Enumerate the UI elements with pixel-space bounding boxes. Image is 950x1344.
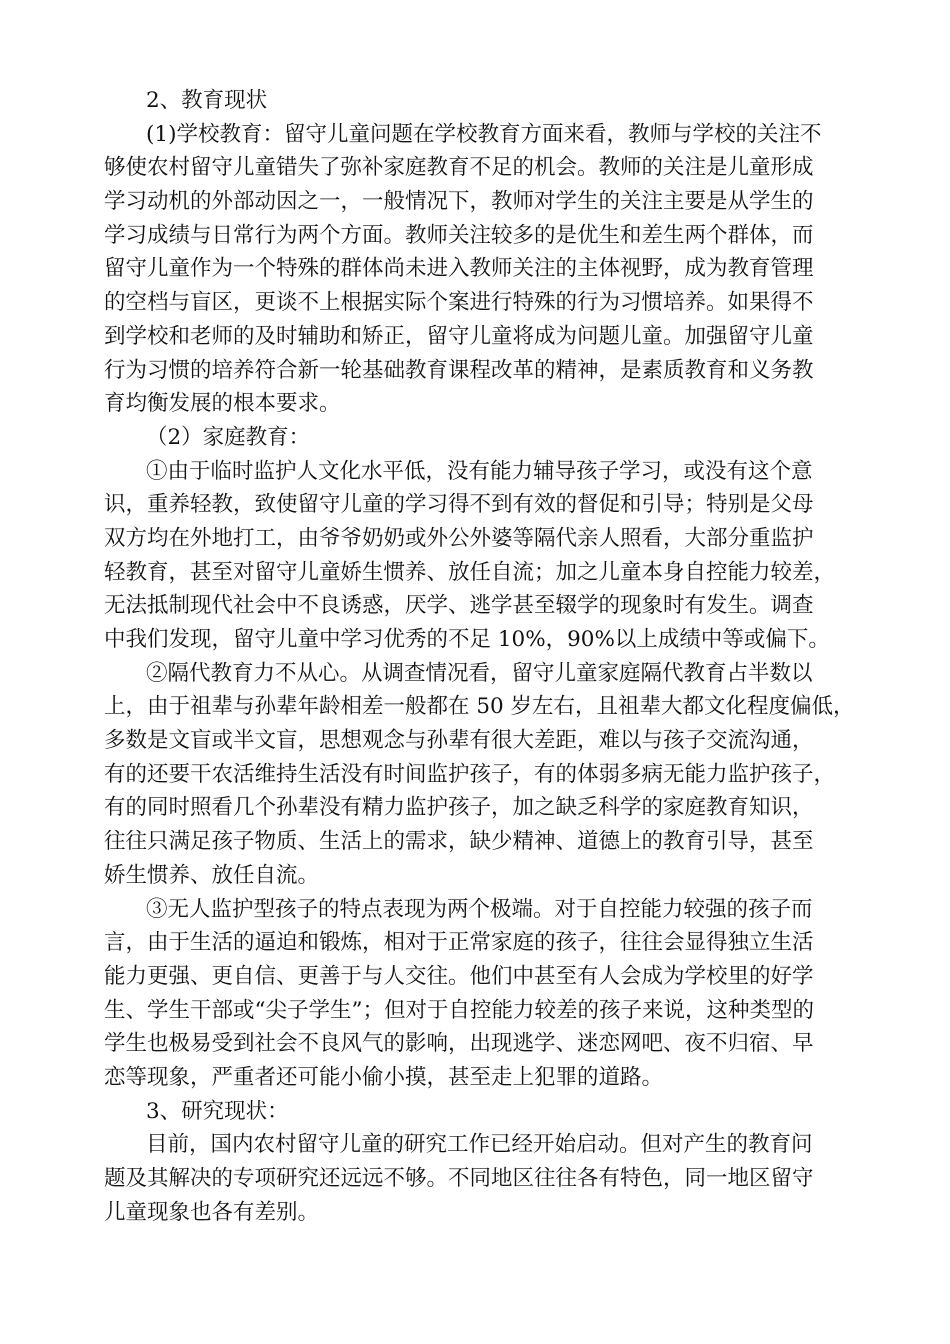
text-line: （2）家庭教育： bbox=[146, 424, 311, 450]
text-line: 有的还要干农活维持生活没有时间监护孩子，有的体弱多病无能力监护孩子， bbox=[104, 761, 836, 787]
text-line: 能力更强、更自信、更善于与人交往。他们中甚至有人会成为学校里的好学 bbox=[104, 963, 814, 989]
text-line: ①由于临时监护人文化水平低，没有能力辅导孩子学习，或没有这个意 bbox=[146, 458, 813, 484]
text-line: 学生也极易受到社会不良风气的影响，出现逃学、迷恋网吧、夜不归宿、早 bbox=[104, 1031, 814, 1057]
text-line: 够使农村留守儿童错失了弥补家庭教育不足的机会。教师的关注是儿童形成 bbox=[104, 155, 814, 181]
text-line: 行为习惯的培养符合新一轮基础教育课程改革的精神，是素质教育和义务教 bbox=[104, 357, 814, 383]
text-line: 恋等现象，严重者还可能小偷小摸，甚至走上犯罪的道路。 bbox=[104, 1064, 664, 1090]
text-line: 轻教育，甚至对留守儿童娇生惯养、放任自流；加之儿童本身自控能力较差， bbox=[104, 559, 836, 585]
text-line: 有的同时照看几个孙辈没有精力监护孩子，加之缺乏科学的家庭教育知识， bbox=[104, 795, 814, 821]
text-line: ③无人监护型孩子的特点表现为两个极端。对于自控能力较强的孩子而 bbox=[146, 896, 813, 922]
text-line: 娇生惯养、放任自流。 bbox=[104, 862, 320, 888]
text-line: ②隔代教育力不从心。从调查情况看，留守儿童家庭隔代教育占半数以 bbox=[146, 660, 813, 686]
text-line: 的空档与盲区，更谈不上根据实际个案进行特殊的行为习惯培养。如果得不 bbox=[104, 290, 814, 316]
text-line: 双方均在外地打工，由爷爷奶奶或外公外婆等隔代亲人照看，大部分重监护 bbox=[104, 525, 814, 551]
text-line: 无法抵制现代社会中不良诱惑，厌学、逃学甚至辍学的现象时有发生。调查 bbox=[104, 593, 814, 619]
text-line: 学习动机的外部动因之一，一般情况下，教师对学生的关注主要是从学生的 bbox=[104, 189, 814, 215]
text-line: (1)学校教育：留守儿童问题在学校教育方面来看，教师与学校的关注不 bbox=[146, 121, 822, 147]
text-line: 题及其解决的专项研究还远远不够。不同地区往往各有特色，同一地区留守 bbox=[104, 1166, 814, 1191]
text-line: 生、学生干部或“尖子学生”；但对于自控能力较差的孩子来说，这种类型的 bbox=[104, 997, 814, 1023]
text-line: 识，重养轻教，致使留守儿童的学习得不到有效的督促和引导；特别是父母 bbox=[104, 492, 814, 518]
text-line: 言，由于生活的逼迫和锻炼，相对于正常家庭的孩子，往往会显得独立生活 bbox=[104, 930, 814, 956]
text-line: 往往只满足孩子物质、生活上的需求，缺少精神、道德上的教育引导，甚至 bbox=[104, 829, 814, 855]
text-line: 上，由于祖辈与孙辈年龄相差一般都在 50 岁左右，且祖辈大都文化程度偏低， bbox=[104, 694, 855, 720]
text-line: 中我们发现，留守儿童中学习优秀的不足 10%，90%以上成绩中等或偏下。 bbox=[104, 627, 830, 652]
text-line: 多数是文盲或半文盲，思想观念与孙辈有很大差距，难以与孩子交流沟通， bbox=[104, 728, 814, 754]
document-page bbox=[104, 84, 855, 1229]
text-line: 到学校和老师的及时辅助和矫正，留守儿童将成为问题儿童。加强留守儿童 bbox=[104, 323, 814, 349]
text-line: 学习成绩与日常行为两个方面。教师关注较多的是优生和差生两个群体，而 bbox=[104, 222, 814, 248]
section-heading: 2、教育现状 bbox=[146, 88, 268, 113]
text-line: 儿童现象也各有差别。 bbox=[104, 1199, 320, 1225]
text-line: 留守儿童作为一个特殊的群体尚未进入教师关注的主体视野，成为教育管理 bbox=[104, 256, 814, 282]
text-line: 育均衡发展的根本要求。 bbox=[104, 391, 341, 417]
section-heading: 3、研究现状： bbox=[146, 1098, 289, 1124]
text-line: 目前，国内农村留守儿童的研究工作已经开始启动。但对产生的教育问 bbox=[146, 1132, 813, 1158]
